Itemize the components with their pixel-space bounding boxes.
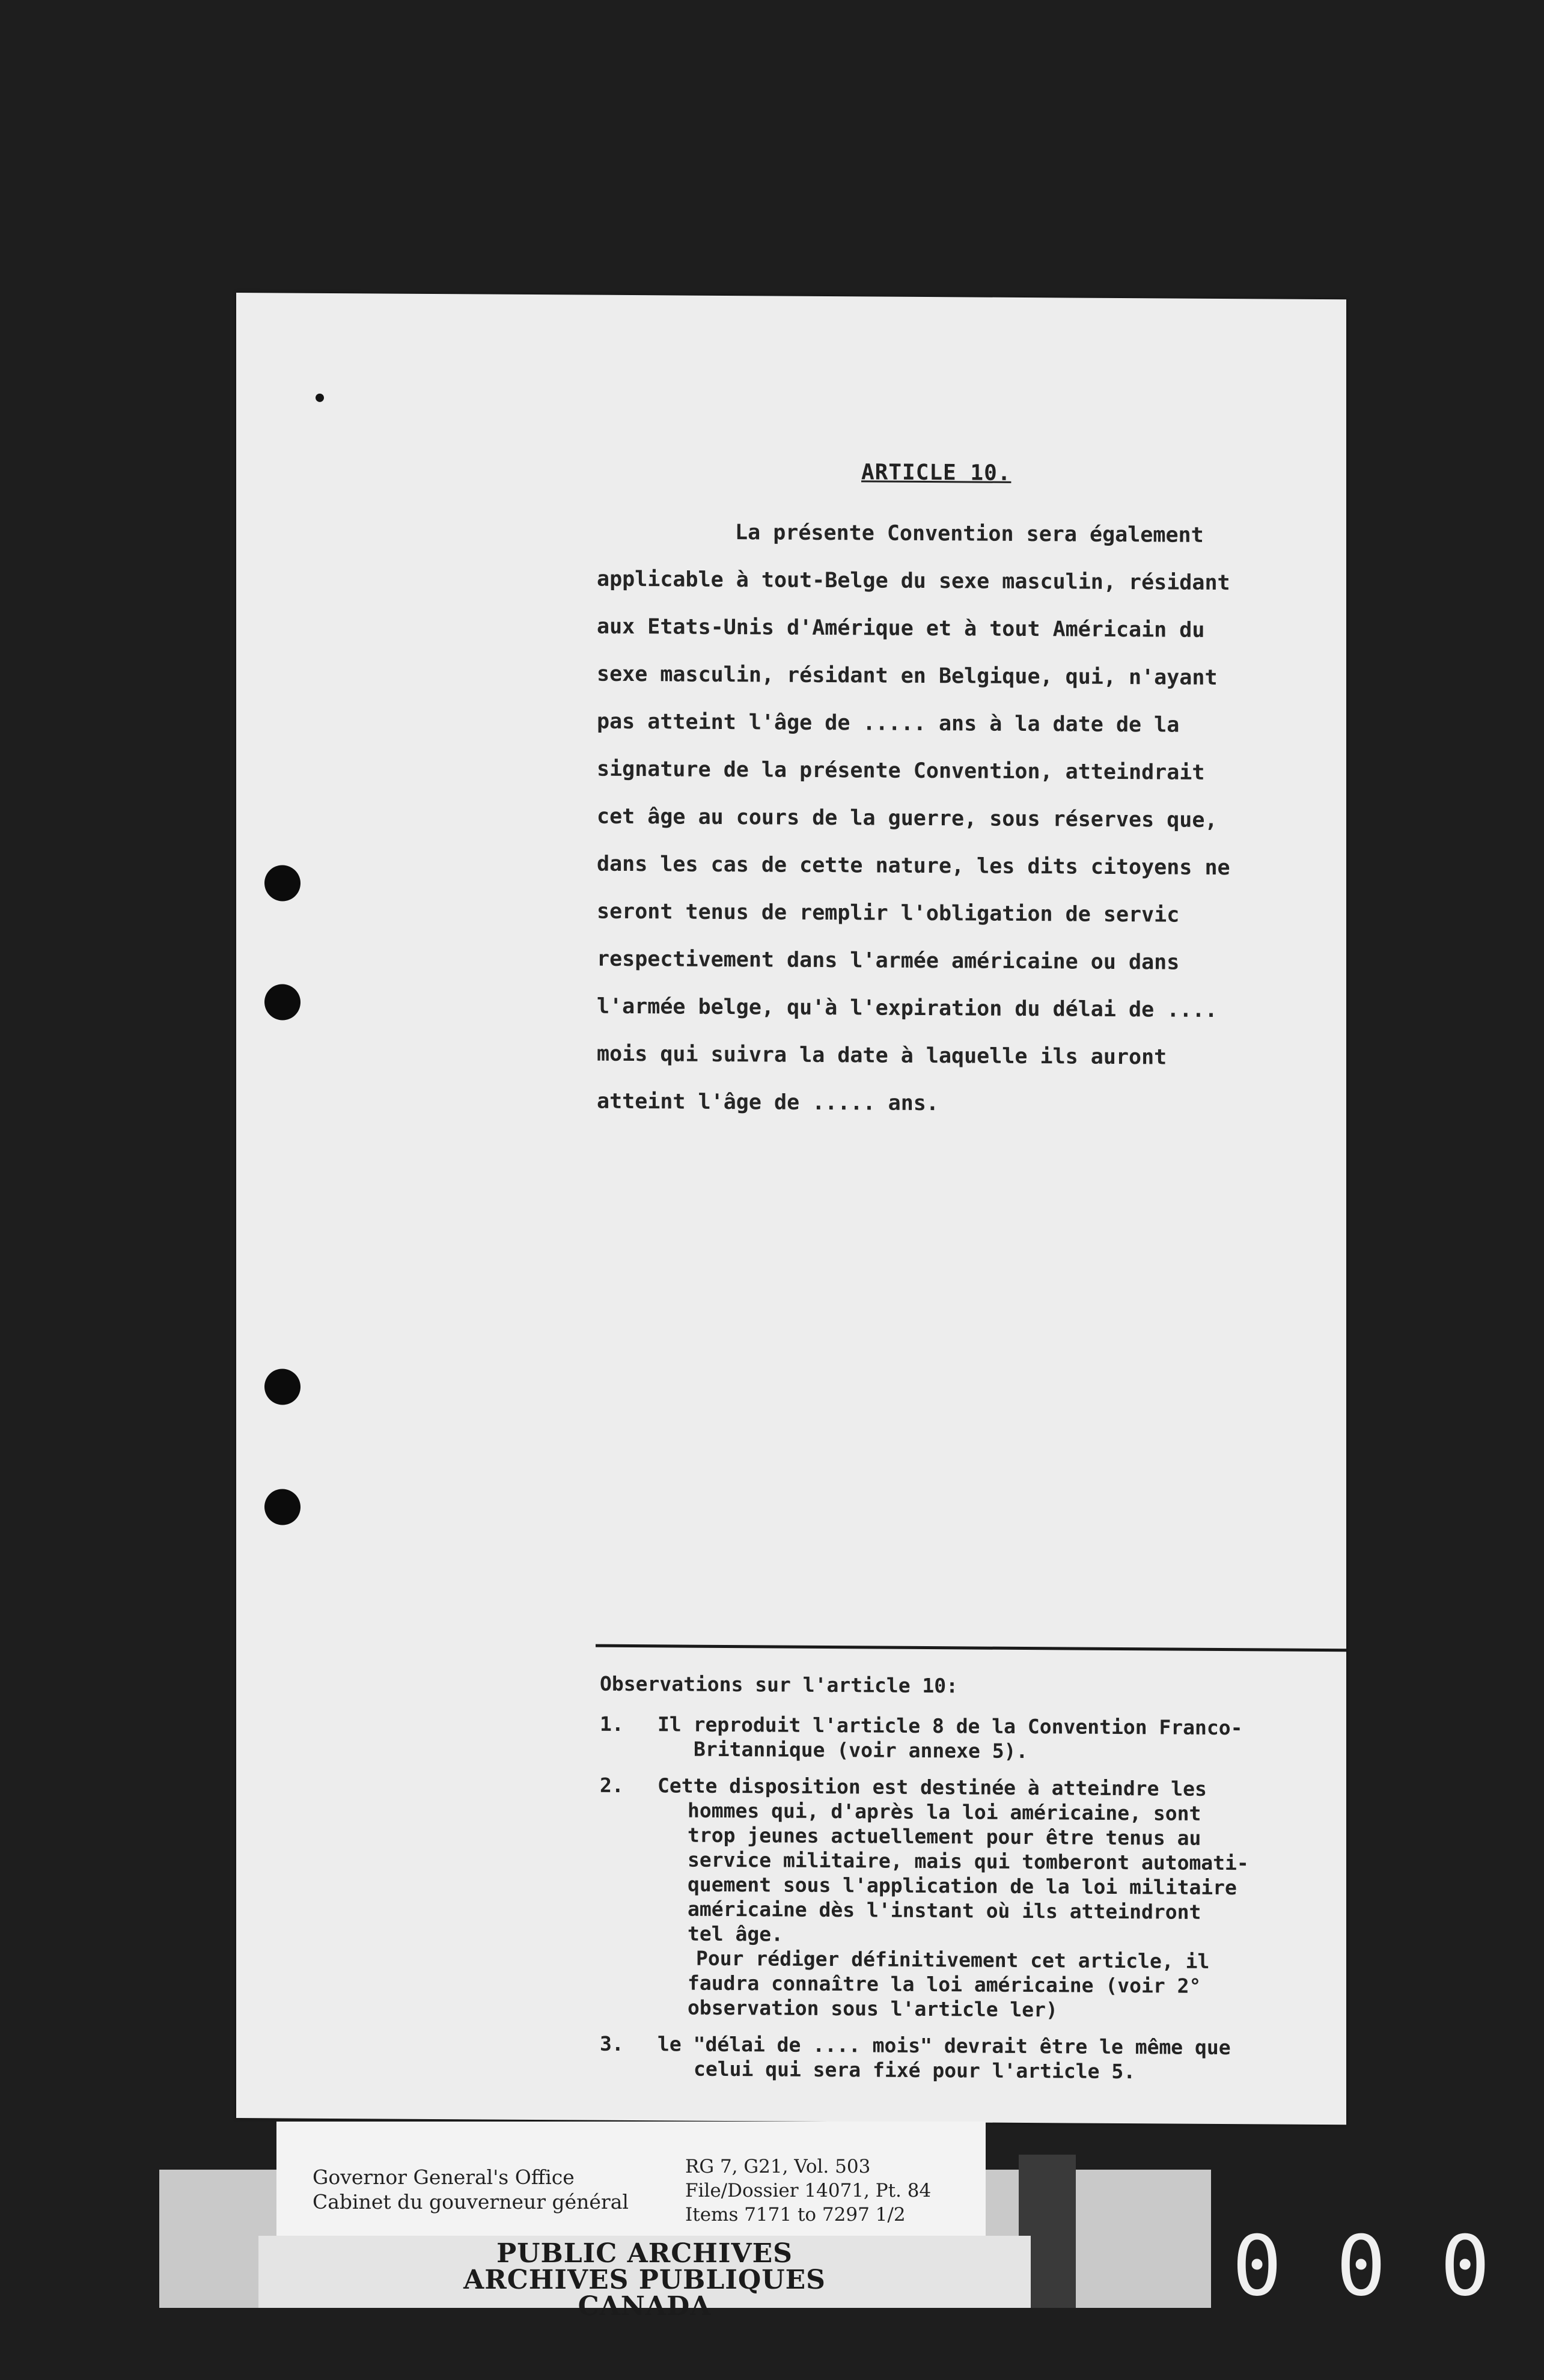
observation-line: Il reproduit l'article 8 de la Convention Franco- xyxy=(658,1712,1243,1740)
body-line: sexe masculin, résidant en Belgique, qui, n'ayant xyxy=(597,662,1218,690)
body-line: signature de la présente Convention, atteindrait xyxy=(597,757,1205,785)
observation-item-2 xyxy=(600,1773,1345,2024)
observations-heading: Observations sur l'article 10: xyxy=(600,1671,959,1698)
article-title: ARTICLE 10. xyxy=(861,460,1012,486)
body-line: atteint l'âge de ..... ans. xyxy=(597,1089,939,1116)
observation-item-1 xyxy=(600,1712,1345,1766)
reference-volume: RG 7, G21, Vol. 503 xyxy=(685,2156,871,2177)
observation-line: Britannique (voir annexe 5). xyxy=(694,1737,1028,1763)
punch-hole-2 xyxy=(264,984,301,1020)
ink-speck xyxy=(316,394,324,402)
observation-line: tel âge. xyxy=(688,1921,783,1946)
frame-number: 000 xyxy=(1232,2218,1544,2314)
archive-reference xyxy=(685,2155,931,2227)
divider-rule xyxy=(596,1644,1347,1652)
observation-line: service militaire, mais qui tomberont automati- xyxy=(688,1848,1249,1875)
body-line: aux Etats-Unis d'Amérique et à tout Américain du xyxy=(597,614,1205,642)
observation-line: Cette disposition est destinée à atteindre les xyxy=(658,1774,1207,1801)
observation-item-3 xyxy=(600,2031,1345,2086)
stamp-line-2: ARCHIVES PUBLIQUES xyxy=(463,2265,826,2295)
observation-line: hommes qui, d'après la loi américaine, sont xyxy=(688,1798,1201,1825)
reference-items: Items 7171 to 7297 1/2 xyxy=(685,2204,906,2226)
observation-line: observation sous l'article ler) xyxy=(688,1995,1058,2022)
body-line: La présente Convention sera également xyxy=(735,520,1204,548)
stamp-line-3: CANADA xyxy=(578,2291,712,2322)
body-line: applicable à tout-Belge du sexe masculin, résidant xyxy=(597,567,1230,596)
article-body xyxy=(597,508,1324,1130)
punch-hole-4 xyxy=(264,1489,301,1525)
reference-file: File/Dossier 14071, Pt. 84 xyxy=(685,2180,932,2202)
observation-line: le "délai de .... mois" devrait être le même que xyxy=(658,2032,1231,2060)
office-fr: Cabinet du gouverneur général xyxy=(313,2190,629,2214)
observation-line: trop jeunes actuellement pour être tenus au xyxy=(688,1823,1201,1850)
stamp-line-1: PUBLIC ARCHIVES xyxy=(496,2238,793,2269)
observation-number: 3. xyxy=(600,2031,624,2055)
body-line: l'armée belge, qu'à l'expiration du délai de .... xyxy=(597,994,1218,1022)
observation-line: américaine dès l'instant où ils atteindront xyxy=(688,1897,1201,1924)
document-page xyxy=(236,293,1346,2125)
observation-line: Pour rédiger définitivement cet article, il xyxy=(696,1946,1210,1973)
observation-number: 1. xyxy=(600,1712,624,1736)
observation-line: faudra connaître la loi américaine (voir 2° xyxy=(688,1971,1201,1998)
observation-line: celui qui sera fixé pour l'article 5. xyxy=(694,2057,1136,2084)
body-line: cet âge au cours de la guerre, sous réserves que, xyxy=(597,804,1218,832)
body-line: dans les cas de cette nature, les dits citoyens ne xyxy=(597,852,1230,880)
observations-section xyxy=(600,1671,1345,2098)
punch-hole-3 xyxy=(264,1368,301,1405)
office-en: Governor General's Office xyxy=(313,2165,575,2189)
observation-line: quement sous l'application de la loi militaire xyxy=(688,1872,1237,1900)
observation-number: 2. xyxy=(600,1773,624,1797)
body-line: seront tenus de remplir l'obligation de servic xyxy=(597,899,1180,927)
body-line: pas atteint l'âge de ..... ans à la date de la xyxy=(597,709,1180,737)
archive-office xyxy=(313,2165,629,2214)
body-line: respectivement dans l'armée américaine ou dans xyxy=(597,947,1180,975)
archive-stamp-text xyxy=(258,2238,1031,2322)
archive-stamp xyxy=(258,2236,1031,2322)
body-line: mois qui suivra la date à laquelle ils auront xyxy=(597,1042,1167,1070)
punch-hole-1 xyxy=(264,865,301,901)
archive-label xyxy=(276,2122,986,2239)
